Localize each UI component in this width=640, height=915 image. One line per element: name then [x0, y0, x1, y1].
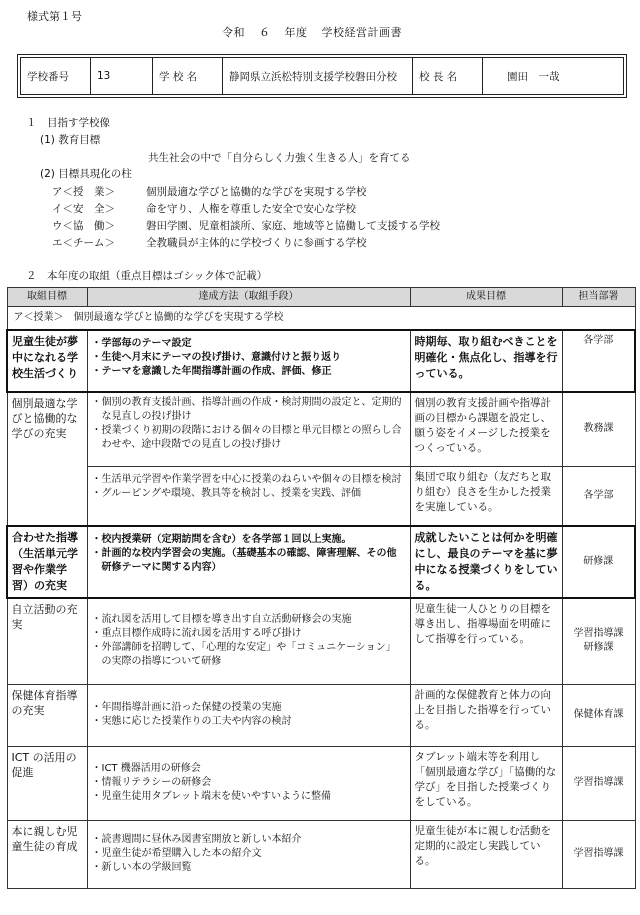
method-item: ・学部毎のテーマ設定: [91, 338, 192, 349]
pillars-heading: (2) 目標具現化の柱: [40, 168, 132, 180]
row-result: 児童生徒一人ひとりの目標を導き出し、指導場面を明確にして指導を行っている。: [410, 598, 562, 684]
education-goal-heading: (1) 教育目標: [40, 134, 101, 146]
table-row: [7, 466, 635, 526]
principal-name: 園田 一哉: [483, 58, 624, 95]
row-result: 計画的な保健教育と体力の向上を目指した指導を行っている。: [410, 684, 562, 746]
method-item: ・重点目標作成時に流れ図を活用する呼び掛け: [91, 628, 302, 640]
method-item: ・児童生徒用タブレット端末を使いやすいように整備: [91, 791, 331, 802]
row-result: タブレット端末等を利用し「個別最適な学び」「協働的な学び」を目指した授業づくりをしている。: [410, 746, 562, 820]
document-title: [222, 24, 402, 40]
method-item: ・外部講師を招聘して、「心理的な安定」や「コミュニケーション」の実際の指導について研修: [91, 642, 396, 668]
row-goal: 合わせた指導（生活単元学習や作業学習）の充実: [7, 526, 87, 598]
row-methods: [87, 466, 410, 526]
pillar-text: 命を守り、人権を尊重した安全で安心な学校: [146, 203, 356, 215]
education-goal: 共生社会の中で「自分らしく力強く生きる人」を育てる: [148, 152, 411, 164]
method-item: ・個別の教育支援計画、指導計画の作成・検討期間の設定と、定期的な見直しの投げ掛け: [91, 397, 402, 422]
title-text: 学校経営計画書: [321, 26, 402, 39]
dept-primary: 学習指導課: [573, 628, 624, 640]
method-item: ・生活単元学習や作業学習を中心に授業のねらいや個々の目標を検討: [91, 473, 402, 485]
method-item: ・実態に応じた授業作りの工夫や内容の検討: [91, 716, 292, 727]
pillar-label: イ＜安 全＞: [52, 203, 115, 215]
row-methods: [87, 746, 410, 820]
row-dept: 各学部: [562, 466, 635, 526]
principal-label: 校 長 名: [413, 58, 483, 95]
table-row: [7, 330, 635, 392]
method-item: ・読書週間に昼休み図書室開放と新しい本紹介: [91, 834, 302, 845]
col-header-dept: 担当部署: [562, 288, 635, 307]
row-methods: [87, 392, 410, 466]
row-goal: 本に親しむ児童生徒の育成: [7, 820, 87, 888]
method-item: ・流れ図を活用して目標を導き出す自立活動研修会の実施: [91, 614, 352, 626]
row-methods: [87, 526, 410, 598]
row-dept: 学習指導課: [562, 746, 635, 820]
row-dept: 各学部: [562, 330, 635, 392]
method-item: ・新しい本の学級回覧: [91, 862, 192, 873]
method-item: ・校内授業研（定期訪問を含む）を各学部１回以上実施。: [91, 534, 352, 545]
method-item: ・授業づくり初期の段階における個々の目標と単元目標との照らし合わせや、途中段階での見直しの投げ掛け: [91, 425, 402, 450]
row-goal: 児童生徒が夢中になれる学校生活づくり: [7, 330, 87, 392]
pillar-label: ア＜授 業＞: [52, 186, 115, 198]
row-result: 個別の教育支援計画や指導計画の目標から課題を設定し、願う姿をイメージした授業をつくっている。: [410, 392, 562, 466]
row-goal: 保健体育指導の充実: [7, 684, 87, 746]
era: 令和: [222, 26, 245, 39]
method-item: ・グルーピングや環境、教具等を検討し、授業を実践、評価: [91, 487, 361, 499]
table-row: [7, 392, 635, 466]
initiatives-table: [6, 287, 636, 889]
row-dept: 保健体育課: [562, 684, 635, 746]
method-item: ・年間指導計画に沿った保健の授業の実施: [91, 702, 282, 713]
form-number: 様式第１号: [27, 10, 82, 23]
pillar-label: エ＜チーム＞: [52, 237, 115, 249]
year-label: 年度: [284, 26, 308, 39]
method-item: ・生徒へ月末にテーマの投げ掛け、意識付けと振り返り: [91, 352, 342, 363]
row-result: 成就したいことは何かを明確にし、最良のテーマを基に夢中になる授業づくりをしている。: [410, 526, 562, 598]
method-item: ・児童生徒が希望購入した本の紹介文: [91, 848, 262, 859]
row-methods: [87, 684, 410, 746]
row-result: 集団で取り組む（友だちと取り組む）良さを生かした授業を実施している。: [410, 466, 562, 526]
school-info-table: [20, 57, 624, 95]
row-methods: [87, 820, 410, 888]
row-goal: 個別最適な学びと協働的な学びの充実: [7, 392, 87, 526]
pillar-text: 全教職員が主体的に学校づくりに参画する学校: [146, 237, 367, 249]
row-methods: [87, 598, 410, 684]
fiscal-year: ６: [259, 26, 271, 39]
method-item: ・ICT 機器活用の研修会: [91, 763, 201, 774]
school-name-label: 学 校 名: [153, 58, 223, 95]
row-methods: [87, 330, 410, 392]
section1-heading: １ 目指す学校像: [26, 117, 110, 129]
row-result: 時期毎、取り組むべきことを明確化・焦点化し、指導を行っている。: [410, 330, 562, 392]
pillar-text: 磐田学園、児童相談所、家庭、地域等と協働して支援する学校: [146, 220, 440, 232]
col-header-result: 成果目標: [410, 288, 562, 307]
row-dept: [562, 598, 635, 684]
row-dept: 教務課: [562, 392, 635, 466]
col-header-method: 達成方法（取組手段）: [87, 288, 410, 307]
category-a: ア＜授業＞ 個別最適な学びと協働的な学びを実現する学校: [7, 307, 635, 331]
pillar-text: 個別最適な学びと協働的な学びを実現する学校: [146, 186, 367, 198]
school-number: 13: [91, 58, 153, 95]
row-dept: 学習指導課: [562, 820, 635, 888]
table-row: [7, 746, 635, 820]
method-item: ・テーマを意識した年間指導計画の作成、評価、修正: [91, 366, 332, 377]
table-row: [7, 820, 635, 888]
school-name: 静岡県立浜松特別支援学校磐田分校: [223, 58, 413, 95]
dept-secondary: 研修課: [583, 642, 614, 654]
table-row: [7, 598, 635, 684]
table-row: [7, 526, 635, 598]
col-header-goal: 取組目標: [7, 288, 87, 307]
row-dept: 研修課: [562, 526, 635, 598]
section2-heading: ２ 本年度の取組（重点目標はゴシック体で記載）: [26, 270, 268, 282]
method-item: ・計画的な校内学習会の実施。（基礎基本の確認、障害理解、その他研修テーマに関する内容）: [91, 548, 397, 573]
row-goal: 自立活動の充実: [7, 598, 87, 684]
row-result: 児童生徒が本に親しむ活動を定期的に設定し実践している。: [410, 820, 562, 888]
table-row: [7, 684, 635, 746]
pillar-label: ウ＜協 働＞: [52, 220, 115, 232]
school-number-label: 学校番号: [21, 58, 91, 95]
method-item: ・情報リテラシーの研修会: [91, 777, 212, 788]
row-goal: ICT の活用の促進: [7, 746, 87, 820]
